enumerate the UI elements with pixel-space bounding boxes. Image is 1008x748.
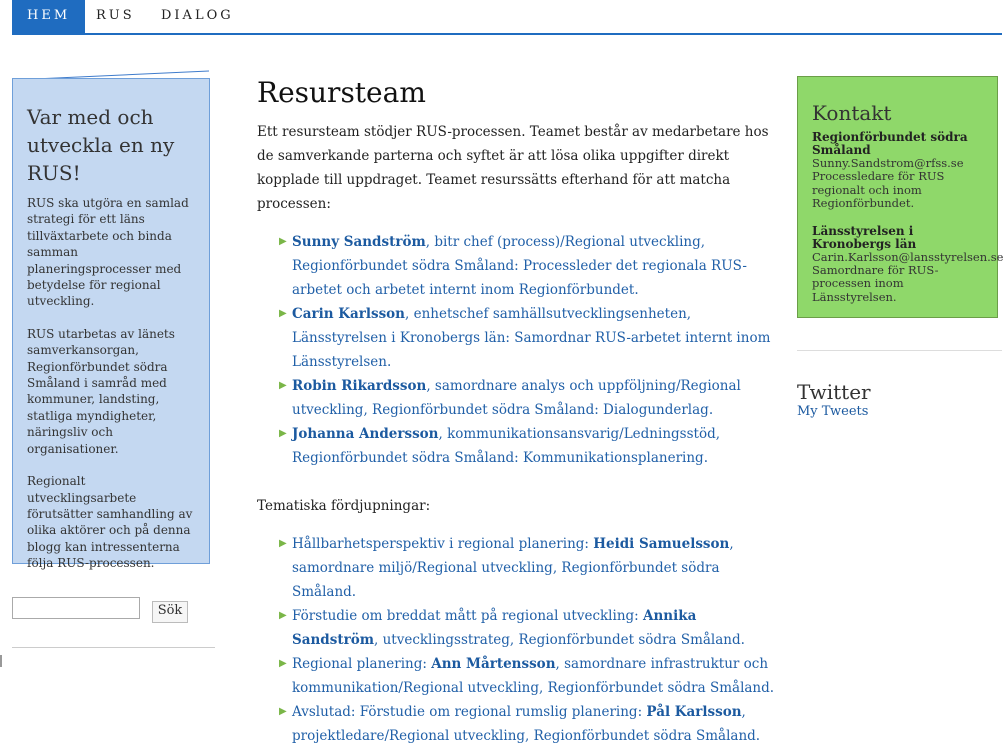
tab-dialog[interactable]: DIALOG	[161, 8, 234, 23]
tab-hem[interactable]: HEM	[12, 0, 85, 33]
list-item	[257, 230, 777, 302]
list-item-text: , samordnare analys och uppföljning/Regional utveckling, Regionförbundet södra Småland: Dialogunderlag.	[292, 378, 741, 418]
intro-title: Var med och utveckla en ny RUS!	[27, 105, 175, 185]
thematic-heading: Tematiska fördjupningar:	[257, 498, 431, 514]
contact-role: Processledare för RUS regionalt och inom Regionförbundet.	[812, 169, 945, 211]
arrow-bullet-icon: ▶	[279, 610, 287, 621]
list-item	[257, 374, 777, 422]
person-link[interactable]: Heidi Samuelsson	[593, 536, 730, 552]
person-link[interactable]: Carin Karlsson	[292, 306, 405, 322]
list-item	[257, 700, 777, 748]
search-button[interactable]: Sök	[152, 601, 188, 623]
contact-box	[797, 76, 1004, 318]
topic-text: Regional planering:	[292, 656, 432, 672]
person-link[interactable]: Ann Mårtensson	[431, 656, 556, 672]
topic-text: Avslutad: Förstudie om regional rumslig planering:	[292, 704, 647, 720]
divider	[797, 350, 1002, 351]
person-link[interactable]: Sunny Sandström	[292, 234, 426, 250]
list-item	[257, 604, 777, 652]
team-list	[257, 230, 777, 470]
intro-paragraph-2: RUS utarbetas av länets samverkansorgan, Regionförbundet södra Småland i samråd med kommuner, landsting, statliga myndigheter, näringsliv och organisationer.	[27, 326, 175, 456]
list-item	[257, 302, 777, 374]
arrow-bullet-icon: ▶	[279, 308, 287, 319]
list-item-text: , bitr chef (process)/Regional utveckling, Regionförbundet södra Småland: Processleder det regionala RUS-arbetet och arbetet internt inom Regionförbundet.	[292, 234, 747, 298]
arrow-bullet-icon: ▶	[279, 658, 287, 669]
intro-box	[12, 78, 210, 571]
list-item-text: , enhetschef samhällsutvecklingsenheten, Länsstyrelsen i Kronobergs län: Samordnar RUS-arbetet internt inom Länsstyrelsen.	[292, 306, 771, 370]
person-link[interactable]: Robin Rikardsson	[292, 378, 427, 394]
arrow-bullet-icon: ▶	[279, 706, 287, 717]
tab-rus[interactable]: RUS	[96, 8, 135, 23]
person-link[interactable]: Johanna Andersson	[292, 426, 439, 442]
page-title: Resursteam	[257, 76, 426, 109]
twitter-heading: Twitter	[797, 380, 871, 404]
top-navigation	[12, 0, 1002, 35]
intro-paragraph-1: RUS ska utgöra en samlad strategi för ett läns tillväxtarbete och binda samman planeringsprocesser med betydelse för regional utveckling.	[27, 196, 189, 309]
main-content	[257, 78, 777, 748]
contact-email: Sunny.Sandstrom@rfss.se	[812, 156, 964, 170]
list-item	[257, 422, 777, 470]
intro-text: Ett resursteam stödjer RUS-processen. Teamet består av medarbetare hos de samverkande parterna och syftet är att lösa olika uppgifter direkt kopplade till uppdraget. Teamet resurssätts efterhand för att matcha processen:	[257, 124, 769, 212]
arrow-bullet-icon: ▶	[279, 236, 287, 247]
person-link[interactable]: Annika Sandström	[292, 608, 697, 648]
divider	[12, 647, 215, 648]
list-item-text: , samordnare infrastruktur och kommunikation/Regional utveckling, Regionförbundet södra Småland.	[292, 656, 775, 696]
arrow-bullet-icon: ▶	[279, 380, 287, 391]
contact-org: Länsstyrelsen i Kronobergs län	[812, 223, 917, 251]
contact-org: Regionförbundet södra Småland	[812, 130, 968, 157]
list-item-text: , samordnare miljö/Regional utveckling, Regionförbundet södra Småland.	[292, 536, 734, 600]
arrow-bullet-icon: ▶	[279, 538, 287, 549]
thematic-list	[257, 532, 777, 748]
arrow-bullet-icon: ▶	[279, 428, 287, 439]
list-item-text: , projektledare/Regional utveckling, Regionförbundet södra Småland.	[292, 704, 761, 744]
contact-email: Carin.Karlsson@lansstyrelsen.se	[812, 249, 1004, 264]
list-item	[257, 652, 777, 700]
topic-text: Förstudie om breddat mått på regional utveckling:	[292, 608, 643, 624]
contact-role: Samordnare för RUS-processen inom Länsstyrelsen.	[812, 263, 939, 304]
list-item-text: , utvecklingsstrateg, Regionförbundet södra Småland.	[374, 632, 745, 648]
person-link[interactable]: Pål Karlsson	[646, 704, 742, 720]
my-tweets-link[interactable]: My Tweets	[797, 404, 869, 419]
list-item	[257, 532, 777, 604]
intro-paragraph-3: Regionalt utvecklingsarbete förutsätter samhandling av olika aktörer och på denna blogg kan intressenterna följa RUS-processen.	[27, 474, 193, 571]
corner-mark	[0, 655, 2, 667]
search-input[interactable]	[12, 597, 140, 619]
topic-text: Hållbarhetsperspektiv i regional planering:	[292, 536, 594, 552]
list-item-text: , kommunikationsansvarig/Ledningsstöd, Regionförbundet södra Småland: Kommunikationsplanering.	[292, 426, 721, 466]
contact-title: Kontakt	[812, 101, 892, 125]
